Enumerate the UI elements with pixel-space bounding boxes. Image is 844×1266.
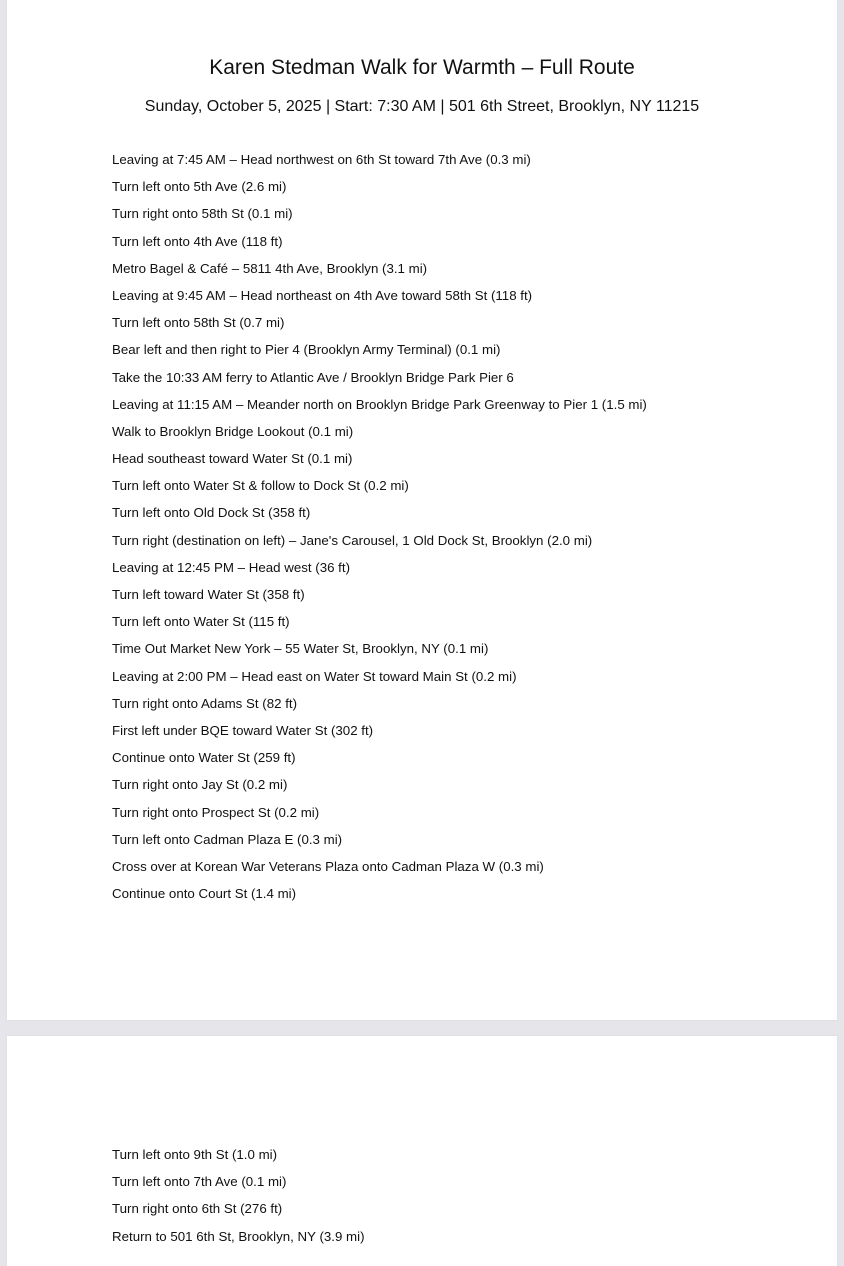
- route-step: Leaving at 11:15 AM – Meander north on Brooklyn Bridge Park Greenway to Pier 1 (1.5 mi): [112, 396, 647, 412]
- route-step: Walk to Brooklyn Bridge Lookout (0.1 mi): [112, 423, 354, 439]
- route-step: Turn right onto Jay St (0.2 mi): [112, 777, 288, 793]
- route-step: Time Out Market New York – 55 Water St, Brooklyn, NY (0.1 mi): [112, 641, 489, 657]
- route-step: Head southeast toward Water St (0.1 mi): [112, 451, 353, 467]
- route-step: Turn right onto 58th St (0.1 mi): [112, 206, 293, 222]
- route-steps-list-continued: [112, 1141, 365, 1250]
- route-step: Turn right onto 6th St (276 ft): [112, 1201, 283, 1217]
- route-step: Take the 10:33 AM ferry to Atlantic Ave / Brooklyn Bridge Park Pier 6: [112, 369, 514, 385]
- route-step: Turn left onto 4th Ave (118 ft): [112, 233, 283, 249]
- route-step: Continue onto Court St (1.4 mi): [112, 886, 297, 902]
- route-step: Bear left and then right to Pier 4 (Brooklyn Army Terminal) (0.1 mi): [112, 342, 501, 358]
- route-step: Leaving at 2:00 PM – Head east on Water St toward Main St (0.2 mi): [112, 668, 517, 684]
- route-step: Turn left onto 5th Ave (2.6 mi): [112, 179, 287, 195]
- page-title: Karen Stedman Walk for Warmth – Full Route: [209, 56, 635, 79]
- route-step: Turn left onto Water St & follow to Dock St (0.2 mi): [112, 478, 409, 494]
- route-step: Leaving at 9:45 AM – Head northeast on 4th Ave toward 58th St (118 ft): [112, 287, 533, 303]
- route-step: First left under BQE toward Water St (302 ft): [112, 722, 374, 738]
- route-step: Turn left onto Old Dock St (358 ft): [112, 505, 311, 521]
- route-step: Leaving at 7:45 AM – Head northwest on 6th St toward 7th Ave (0.3 mi): [112, 152, 531, 167]
- route-step: Return to 501 6th St, Brooklyn, NY (3.9 mi): [112, 1228, 365, 1244]
- document-page-1: [7, 0, 837, 1020]
- route-step: Metro Bagel & Café – 5811 4th Ave, Brooklyn (3.1 mi): [112, 260, 428, 276]
- route-step: Turn right onto Prospect St (0.2 mi): [112, 804, 320, 820]
- route-step: Turn right onto Adams St (82 ft): [112, 695, 298, 711]
- route-step: Turn left onto 7th Ave (0.1 mi): [112, 1174, 287, 1190]
- route-step: Turn left onto 58th St (0.7 mi): [112, 315, 285, 331]
- route-step: Turn left toward Water St (358 ft): [112, 587, 305, 602]
- page-subtitle: Sunday, October 5, 2025 | Start: 7:30 AM | 501 6th Street, Brooklyn, NY 11215: [144, 98, 700, 115]
- route-step: Continue onto Water St (259 ft): [112, 750, 296, 766]
- route-steps-list: [112, 146, 647, 907]
- route-step: Turn left onto 9th St (1.0 mi): [112, 1147, 278, 1162]
- route-step: Turn right (destination on left) – Jane's Carousel, 1 Old Dock St, Brooklyn (2.0 mi): [112, 532, 593, 548]
- route-step: Turn left onto Cadman Plaza E (0.3 mi): [112, 831, 343, 847]
- route-step: Cross over at Korean War Veterans Plaza onto Cadman Plaza W (0.3 mi): [112, 858, 544, 874]
- route-step: Leaving at 12:45 PM – Head west (36 ft): [112, 559, 351, 575]
- route-step: Turn left onto Water St (115 ft): [112, 614, 290, 630]
